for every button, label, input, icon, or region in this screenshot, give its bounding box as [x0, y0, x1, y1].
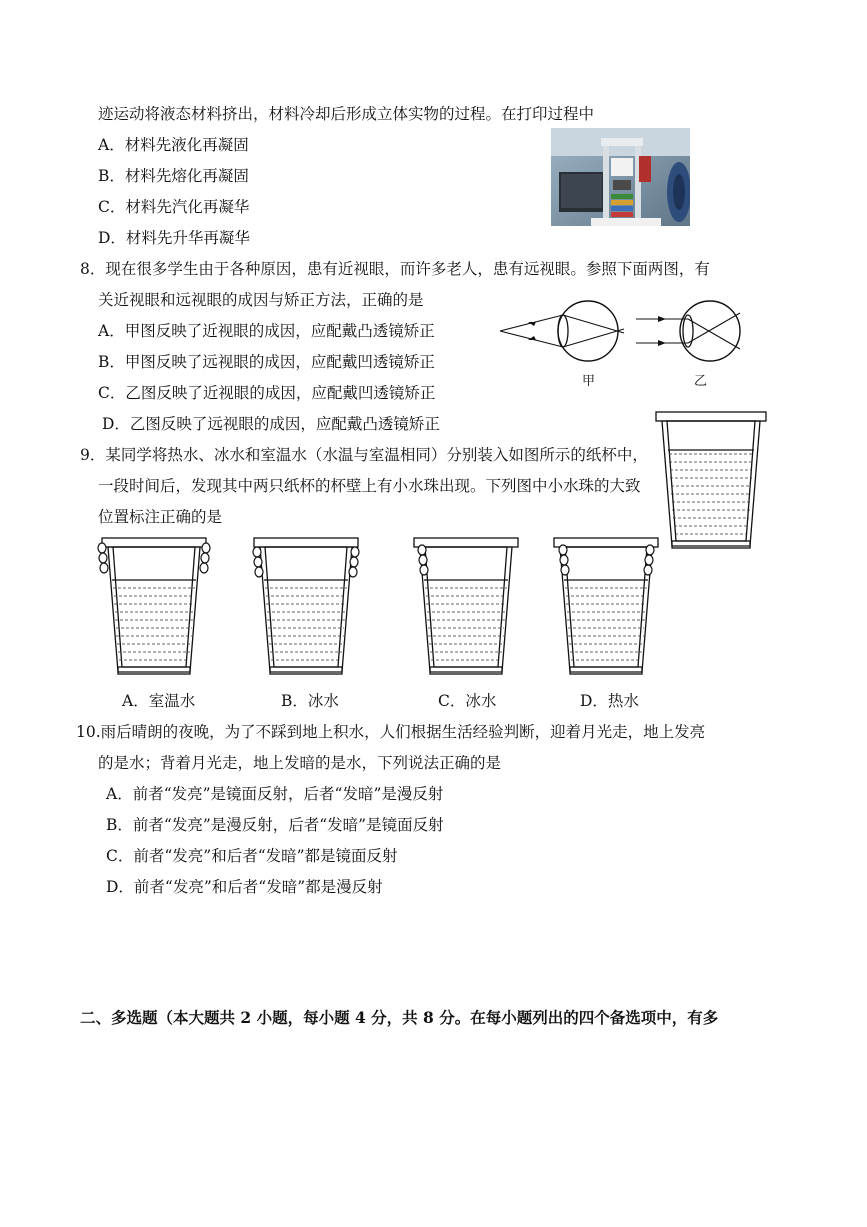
q9-caption-d: D．热水: [580, 692, 639, 710]
q10-option-b: B．前者“发亮”是漫反射，后者“发暗”是镜面反射: [106, 816, 444, 834]
3d-printer-photo: [551, 128, 690, 226]
q7-option-b: B．材料先熔化再凝固: [98, 167, 249, 185]
reference-paper-cup: [654, 410, 768, 552]
eye-diagram-jia: [496, 293, 632, 389]
q7-option-a: A．材料先液化再凝固: [98, 136, 249, 154]
q8-stem-line-1: 8．现在很多学生由于各种原因，患有近视眼，而许多老人，患有远视眼。参照下面两图，有: [80, 260, 710, 278]
q8-option-c: C．乙图反映了近视眼的成因，应配戴凹透镜矫正: [98, 384, 436, 402]
q8-option-d: D．乙图反映了远视眼的成因，应配戴凸透镜矫正: [102, 415, 440, 433]
q9-caption-b: B．冰水: [281, 692, 339, 710]
q7-option-c: C．材料先汽化再凝华: [98, 198, 250, 216]
q9-stem-line-3: 位置标注正确的是: [98, 508, 223, 526]
cup-option-c: [408, 536, 524, 678]
q8-option-b: B．甲图反映了远视眼的成因，应配戴凹透镜矫正: [98, 353, 435, 371]
q10-stem-line-1: 10.雨后晴朗的夜晚，为了不踩到地上积水，人们根据生活经验判断，迎着月光走，地上发亮: [76, 723, 706, 741]
q9-caption-a: A．室温水: [122, 692, 196, 710]
q7-stem-tail: 迹运动将液态材料挤出，材料冷却后形成立体实物的过程。在打印过程中: [98, 105, 595, 123]
cup-option-a: [96, 536, 212, 678]
section-2-heading: 二、多选题（本大题共 2 小题，每小题 4 分，共 8 分。在每小题列出的四个备选项中，有多: [80, 1008, 719, 1027]
q7-option-d: D．材料先升华再凝华: [98, 229, 250, 247]
cup-option-d: [548, 536, 664, 678]
q10-option-d: D．前者“发亮”和后者“发暗”都是漫反射: [106, 878, 383, 896]
eye-label-jia: 甲: [582, 374, 596, 389]
eye-diagram-yi: [632, 293, 748, 389]
q10-stem-line-2: 的是水；背着月光走，地上发暗的是水，下列说法正确的是: [98, 754, 502, 772]
q9-stem-line-1: 9．某同学将热水、冰水和室温水（水温与室温相同）分别装入如图所示的纸杯中，: [80, 446, 648, 464]
q9-caption-c: C．冰水: [438, 692, 497, 710]
q8-option-a: A．甲图反映了近视眼的成因，应配戴凸透镜矫正: [98, 322, 435, 340]
q10-option-a: A．前者“发亮”是镜面反射，后者“发暗”是漫反射: [106, 785, 444, 803]
q10-option-c: C．前者“发亮”和后者“发暗”都是镜面反射: [106, 847, 398, 865]
cup-option-b: [248, 536, 364, 678]
eye-label-yi: 乙: [694, 374, 708, 389]
q8-stem-line-2: 关近视眼和远视眼的成因与矫正方法，正确的是: [98, 291, 424, 309]
q9-stem-line-2: 一段时间后，发现其中两只纸杯的杯壁上有小水珠出现。下列图中小水珠的大致: [98, 477, 641, 495]
